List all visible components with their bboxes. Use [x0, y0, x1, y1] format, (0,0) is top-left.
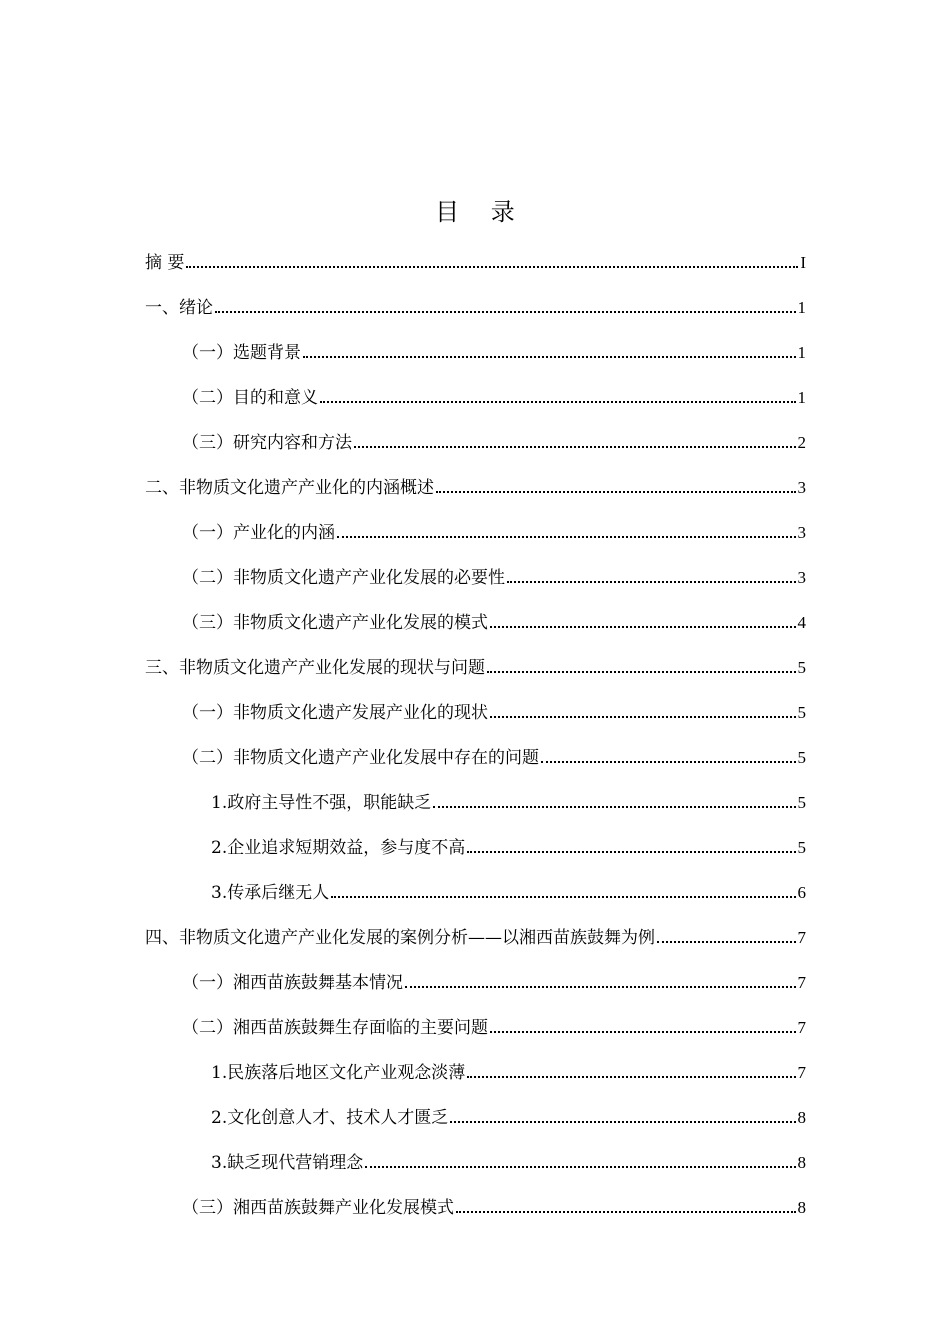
toc-entry[interactable] — [145, 600, 806, 645]
toc-leader-dots — [303, 356, 796, 358]
toc-entry-page: I — [800, 253, 806, 272]
toc-leader-dots — [657, 941, 796, 943]
toc-entry-text: （三）研究内容和方法 — [182, 433, 352, 453]
toc-entry[interactable] — [145, 825, 806, 870]
toc-entry-text: 2.企业追求短期效益，参与度不高 — [211, 838, 466, 858]
toc-leader-dots — [456, 1211, 796, 1213]
toc-entry-page: 3 — [797, 478, 806, 497]
page-title: 目 录 — [435, 198, 527, 226]
toc-entry[interactable] — [145, 1095, 806, 1140]
toc-entry[interactable] — [145, 915, 806, 960]
toc-entry-text: （一）湘西苗族鼓舞基本情况 — [182, 973, 403, 993]
toc-entry-page: 7 — [797, 1063, 806, 1082]
toc-entry-text: （一）选题背景 — [182, 343, 301, 363]
toc-entry-page: 5 — [797, 703, 806, 722]
toc-entry-page: 1 — [797, 298, 806, 317]
toc-entry[interactable] — [145, 645, 806, 690]
toc-entry[interactable] — [145, 285, 806, 330]
toc-entry-page: 3 — [797, 523, 806, 542]
toc-entry-text: 摘 要 — [145, 253, 185, 273]
toc-entry[interactable] — [145, 555, 806, 600]
toc-entry[interactable] — [145, 375, 806, 420]
toc-leader-dots — [467, 1076, 795, 1078]
toc-leader-dots — [331, 896, 795, 898]
toc-entry-page: 8 — [797, 1108, 806, 1127]
toc-entry-page: 1 — [797, 343, 806, 362]
toc-entry[interactable] — [145, 1140, 806, 1185]
toc-entry-text: （二）目的和意义 — [182, 388, 318, 408]
toc-leader-dots — [490, 626, 796, 628]
table-of-contents — [145, 240, 806, 1230]
toc-leader-dots — [215, 311, 796, 313]
toc-entry[interactable] — [145, 1005, 806, 1050]
toc-leader-dots — [541, 761, 796, 763]
toc-entry-text: 四、非物质文化遗产产业化发展的案例分析——以湘西苗族鼓舞为例 — [145, 928, 655, 948]
toc-leader-dots — [365, 1166, 795, 1168]
toc-entry[interactable] — [145, 510, 806, 555]
toc-entry-page: 7 — [797, 973, 806, 992]
toc-entry-text: （二）非物质文化遗产产业化发展中存在的问题 — [182, 748, 539, 768]
toc-leader-dots — [337, 536, 796, 538]
toc-entry-page: 7 — [797, 928, 806, 947]
toc-leader-dots — [354, 446, 796, 448]
toc-leader-dots — [436, 491, 796, 493]
toc-entry-text: 三、非物质文化遗产产业化发展的现状与问题 — [145, 658, 485, 678]
toc-leader-dots — [507, 581, 796, 583]
toc-entry-page: 2 — [797, 433, 806, 452]
toc-entry-page: 5 — [797, 658, 806, 677]
toc-entry[interactable] — [145, 240, 806, 285]
toc-entry[interactable] — [145, 870, 806, 915]
toc-leader-dots — [487, 671, 796, 673]
toc-leader-dots — [433, 806, 795, 808]
toc-leader-dots — [490, 716, 796, 718]
toc-entry[interactable] — [145, 1050, 806, 1095]
toc-entry-page: 5 — [797, 793, 806, 812]
toc-entry-text: （三）非物质文化遗产产业化发展的模式 — [182, 613, 488, 633]
toc-entry-page: 5 — [797, 838, 806, 857]
toc-entry[interactable] — [145, 330, 806, 375]
toc-entry-text: （二）湘西苗族鼓舞生存面临的主要问题 — [182, 1018, 488, 1038]
toc-entry-page: 1 — [797, 388, 806, 407]
toc-entry[interactable] — [145, 420, 806, 465]
toc-entry-text: （三）湘西苗族鼓舞产业化发展模式 — [182, 1198, 454, 1218]
toc-entry-page: 5 — [797, 748, 806, 767]
toc-leader-dots — [490, 1031, 796, 1033]
toc-entry-text: （一）产业化的内涵 — [182, 523, 335, 543]
toc-entry-text: 二、非物质文化遗产产业化的内涵概述 — [145, 478, 434, 498]
toc-entry-page: 4 — [797, 613, 806, 632]
toc-entry[interactable] — [145, 780, 806, 825]
toc-entry[interactable] — [145, 690, 806, 735]
toc-leader-dots — [405, 986, 796, 988]
toc-leader-dots — [320, 401, 796, 403]
toc-entry-text: （一）非物质文化遗产发展产业化的现状 — [182, 703, 488, 723]
toc-entry-page: 8 — [797, 1198, 806, 1217]
toc-entry-text: 3.传承后继无人 — [211, 883, 330, 903]
toc-entry-text: 3.缺乏现代营销理念 — [211, 1153, 364, 1173]
toc-entry[interactable] — [145, 960, 806, 1005]
toc-entry-page: 6 — [797, 883, 806, 902]
toc-leader-dots — [450, 1121, 795, 1123]
toc-entry-page: 3 — [797, 568, 806, 587]
toc-entry-page: 7 — [797, 1018, 806, 1037]
toc-entry[interactable] — [145, 1185, 806, 1230]
toc-entry[interactable] — [145, 735, 806, 780]
toc-entry-text: 1.民族落后地区文化产业观念淡薄 — [211, 1063, 466, 1083]
toc-entry-text: 2.文化创意人才、技术人才匮乏 — [211, 1108, 449, 1128]
toc-leader-dots — [186, 266, 798, 268]
toc-entry-text: 1.政府主导性不强，职能缺乏 — [211, 793, 432, 813]
toc-leader-dots — [467, 851, 795, 853]
toc-entry[interactable] — [145, 465, 806, 510]
toc-entry-text: 一、绪论 — [145, 298, 213, 318]
toc-entry-page: 8 — [797, 1153, 806, 1172]
toc-entry-text: （二）非物质文化遗产产业化发展的必要性 — [182, 568, 505, 588]
